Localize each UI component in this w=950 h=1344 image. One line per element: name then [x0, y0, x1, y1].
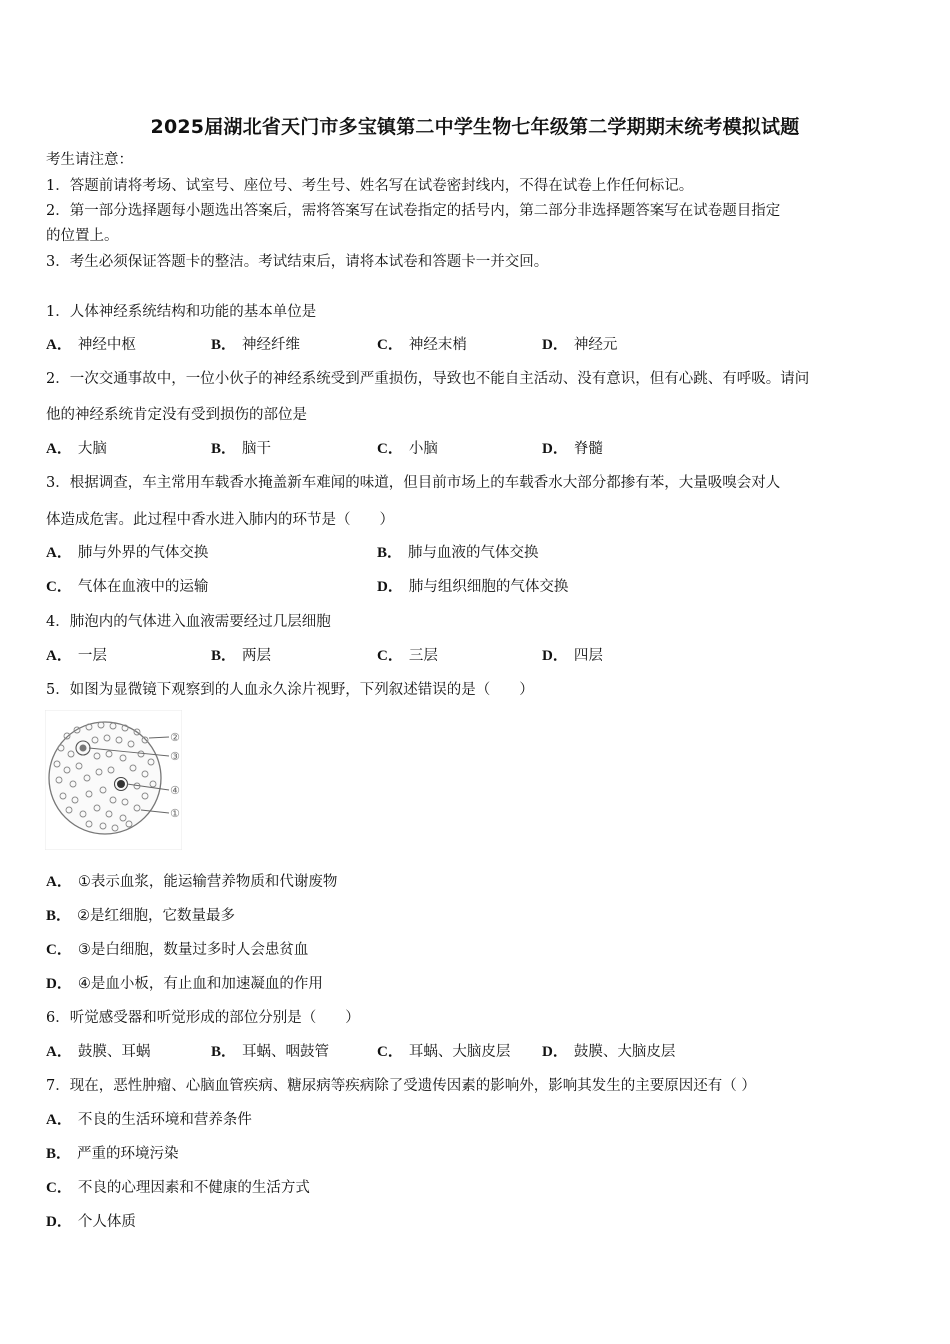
option-text: 脑干 — [242, 441, 272, 457]
option-key: A． — [46, 337, 72, 353]
q4-option-b[interactable] — [211, 646, 271, 666]
option-text: 不良的心理因素和不健康的生活方式 — [77, 1180, 310, 1196]
question-7-stem: 7．现在，恶性肿瘤、心脑血管疾病、糖尿病等疾病除了受遗传因素的影响外，影响其发生的主要原因还有（ ） — [46, 1078, 756, 1094]
q7-option-d[interactable] — [46, 1212, 136, 1232]
question-6-stem: 6．听觉感受器和听觉形成的部位分别是（ ） — [46, 1010, 360, 1026]
option-text: ②是红细胞，它数量最多 — [77, 908, 236, 924]
q5-option-d[interactable] — [46, 974, 323, 994]
option-text: 小脑 — [408, 441, 438, 457]
q2-option-c[interactable] — [377, 439, 438, 459]
q6-option-b[interactable] — [211, 1042, 329, 1062]
option-key: A． — [46, 648, 72, 664]
option-key: C． — [377, 441, 403, 457]
option-key: A． — [46, 441, 72, 457]
option-key: C． — [46, 579, 72, 595]
option-key: A． — [46, 874, 72, 890]
option-key: B． — [211, 648, 237, 664]
option-key: D． — [542, 337, 568, 353]
option-key: B． — [211, 1044, 237, 1060]
option-text: 气体在血液中的运输 — [77, 579, 209, 595]
q7-option-b[interactable] — [46, 1144, 179, 1164]
option-text: 神经末梢 — [408, 337, 467, 353]
option-key: C． — [377, 648, 403, 664]
option-text: ③是白细胞，数量过多时人会患贫血 — [77, 942, 309, 958]
option-text: 不良的生活环境和营养条件 — [77, 1112, 252, 1128]
option-key: B． — [46, 908, 72, 924]
question-2-stem: 他的神经系统肯定没有受到损伤的部位是 — [46, 407, 307, 423]
option-key: D． — [46, 976, 72, 992]
q3-option-d[interactable] — [377, 577, 568, 597]
q2-option-b[interactable] — [211, 439, 271, 459]
q3-option-c[interactable] — [46, 577, 208, 597]
option-text: 神经纤维 — [242, 337, 301, 353]
option-text: 神经中枢 — [77, 337, 136, 353]
option-text: 大脑 — [77, 441, 107, 457]
notice-item: 2．第一部分选择题每小题选出答案后，需将答案写在试卷指定的括号内，第二部分非选择题答案写在试卷题目指定 — [46, 203, 781, 219]
q2-option-d[interactable] — [542, 439, 603, 459]
q5-option-c[interactable] — [46, 940, 308, 960]
q7-option-c[interactable] — [46, 1178, 310, 1198]
question-3-stem: 体造成危害。此过程中香水进入肺内的环节是（ ） — [46, 512, 394, 528]
question-1-stem: 1．人体神经系统结构和功能的基本单位是 — [46, 304, 317, 320]
option-key: B． — [377, 545, 403, 561]
question-2-stem: 2．一次交通事故中，一位小伙子的神经系统受到严重损伤，导致也不能自主活动、没有意识，但有心跳、有呼吸。请问 — [46, 371, 810, 387]
q1-option-d[interactable] — [542, 335, 617, 355]
q5-option-b[interactable] — [46, 906, 235, 926]
question-5-stem: 5．如图为显微镜下观察到的人血永久涂片视野，下列叙述错误的是（ ） — [46, 682, 534, 698]
q6-option-d[interactable] — [542, 1042, 675, 1062]
blood-smear-figure — [45, 710, 182, 850]
option-text: 鼓膜、耳蜗 — [77, 1044, 151, 1060]
option-key: B． — [211, 337, 237, 353]
option-text: 严重的环境污染 — [77, 1146, 179, 1162]
figure-label: ① — [170, 807, 180, 820]
q4-option-c[interactable] — [377, 646, 438, 666]
option-text: 肺与外界的气体交换 — [77, 545, 209, 561]
option-text: 脊髓 — [573, 441, 603, 457]
q3-option-b[interactable] — [377, 543, 539, 563]
option-text: ①表示血浆，能运输营养物质和代谢废物 — [77, 874, 338, 890]
q6-option-a[interactable] — [46, 1042, 150, 1062]
option-text: ④是血小板，有止血和加速凝血的作用 — [77, 976, 323, 992]
option-text: 肺与血液的气体交换 — [408, 545, 539, 561]
option-key: D． — [542, 648, 568, 664]
option-key: B． — [211, 441, 237, 457]
q4-option-a[interactable] — [46, 646, 107, 666]
option-key: D． — [542, 1044, 568, 1060]
option-key: C． — [377, 337, 403, 353]
option-key: A． — [46, 545, 72, 561]
q5-option-a[interactable] — [46, 872, 337, 892]
option-text: 耳蜗、大脑皮层 — [408, 1044, 511, 1060]
option-key: D． — [377, 579, 403, 595]
option-key: D． — [542, 441, 568, 457]
notice-item: 3．考生必须保证答题卡的整洁。考试结束后，请将本试卷和答题卡一并交回。 — [46, 254, 549, 270]
question-3-stem: 3．根据调查，车主常用车载香水掩盖新车难闻的味道，但目前市场上的车载香水大部分都掺有苯，大量吸嗅会对人 — [46, 475, 781, 491]
notice-item: 的位置上。 — [46, 228, 119, 244]
notice-item: 1．答题前请将考场、试室号、座位号、考生号、姓名写在试卷密封线内，不得在试卷上作任何标记。 — [46, 178, 694, 194]
option-text: 两层 — [242, 648, 272, 664]
option-key: D． — [46, 1214, 72, 1230]
option-text: 个人体质 — [77, 1214, 136, 1230]
q1-option-c[interactable] — [377, 335, 467, 355]
option-key: C． — [46, 942, 72, 958]
option-key: C． — [377, 1044, 403, 1060]
option-key: A． — [46, 1112, 72, 1128]
q1-option-a[interactable] — [46, 335, 136, 355]
question-4-stem: 4．肺泡内的气体进入血液需要经过几层细胞 — [46, 614, 331, 630]
figure-label: ③ — [170, 750, 180, 763]
option-text: 肺与组织细胞的气体交换 — [408, 579, 569, 595]
figure-label: ④ — [170, 784, 180, 797]
option-key: B． — [46, 1146, 72, 1162]
q6-option-c[interactable] — [377, 1042, 510, 1062]
option-text: 耳蜗、咽鼓管 — [242, 1044, 330, 1060]
q2-option-a[interactable] — [46, 439, 107, 459]
option-text: 三层 — [408, 648, 438, 664]
q3-option-a[interactable] — [46, 543, 208, 563]
notice-heading: 考生请注意： — [46, 152, 133, 168]
figure-label: ② — [170, 731, 180, 744]
option-text: 一层 — [77, 648, 107, 664]
option-text: 神经元 — [573, 337, 618, 353]
exam-title: 2025届湖北省天门市多宝镇第二中学生物七年级第二学期期末统考模拟试题 — [150, 116, 800, 138]
q1-option-b[interactable] — [211, 335, 300, 355]
option-key: C． — [46, 1180, 72, 1196]
q4-option-d[interactable] — [542, 646, 603, 666]
option-key: A． — [46, 1044, 72, 1060]
option-text: 四层 — [573, 648, 603, 664]
option-text: 鼓膜、大脑皮层 — [573, 1044, 676, 1060]
q7-option-a[interactable] — [46, 1110, 252, 1130]
